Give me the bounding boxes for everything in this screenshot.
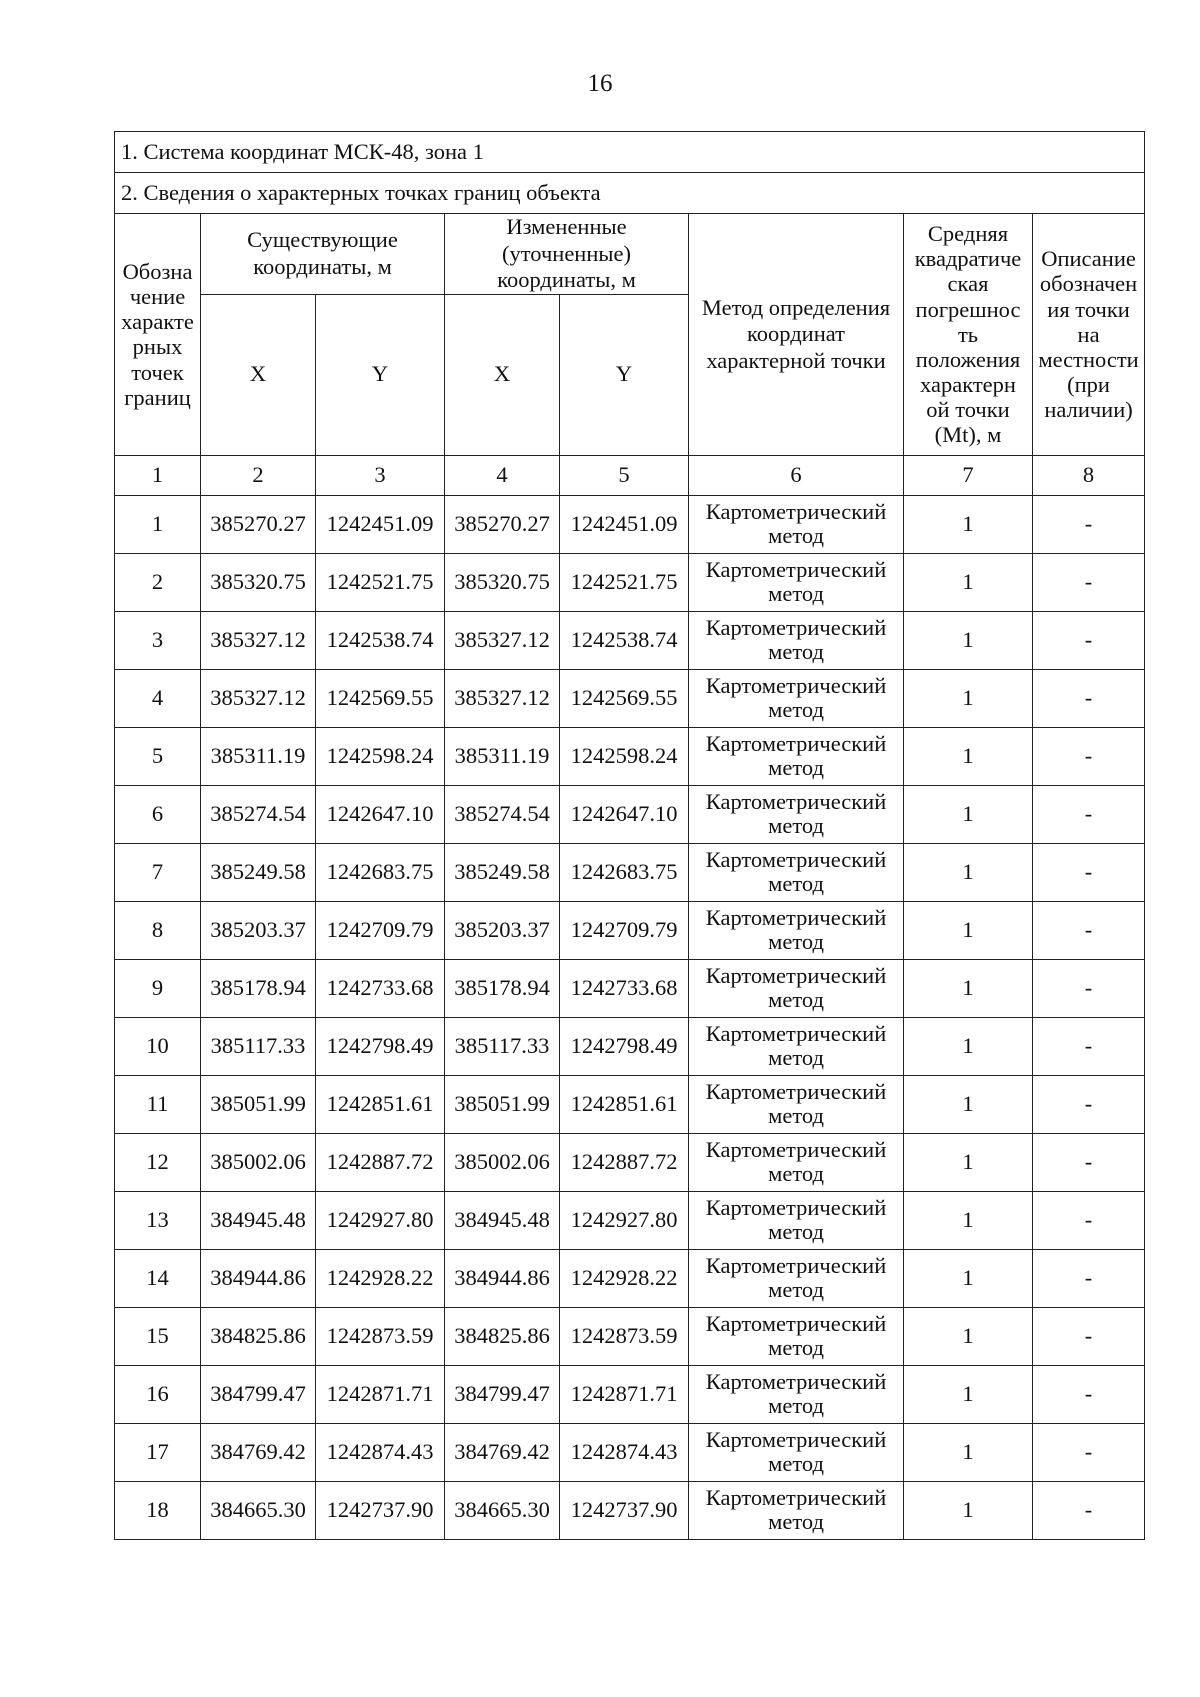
existing-y-value: 1242851.61 (316, 1075, 445, 1133)
changed-x-value: 384799.47 (445, 1365, 560, 1423)
header-method: Метод определения координат характерной точки (689, 214, 904, 456)
changed-y-value: 1242871.71 (560, 1365, 689, 1423)
mean-square-error-value: 1 (904, 901, 1033, 959)
description-value: - (1033, 1017, 1145, 1075)
changed-y-value: 1242647.10 (560, 785, 689, 843)
changed-x-value: 385311.19 (445, 727, 560, 785)
existing-x-value: 385002.06 (201, 1133, 316, 1191)
point-number: 8 (115, 901, 201, 959)
description-value: - (1033, 1075, 1145, 1133)
method-line-2: метод (768, 1161, 824, 1187)
method-line-1: Картометрический (705, 1310, 887, 1336)
changed-x-value: 385270.27 (445, 495, 560, 553)
coordinate-system-line: 1. Система координат МСК-48, зона 1 (115, 132, 1145, 173)
existing-y-value: 1242927.80 (316, 1191, 445, 1249)
point-number: 5 (115, 727, 201, 785)
method-line-2: метод (768, 1045, 824, 1071)
method-value (689, 1017, 904, 1075)
method-line-1: Картометрический (705, 1252, 887, 1278)
table-row (115, 901, 1145, 959)
existing-x-value: 385270.27 (201, 495, 316, 553)
table-row (115, 1017, 1145, 1075)
table-row (115, 1365, 1145, 1423)
column-number: 8 (1033, 455, 1145, 495)
point-number: 17 (115, 1423, 201, 1481)
changed-x-value: 385051.99 (445, 1075, 560, 1133)
table-row (115, 611, 1145, 669)
changed-x-value: 385117.33 (445, 1017, 560, 1075)
column-number: 6 (689, 455, 904, 495)
method-line-1: Картометрический (705, 788, 887, 814)
existing-y-value: 1242874.43 (316, 1423, 445, 1481)
existing-y-value: 1242928.22 (316, 1249, 445, 1307)
method-value (689, 553, 904, 611)
method-line-2: метод (768, 1451, 824, 1477)
existing-y-value: 1242873.59 (316, 1307, 445, 1365)
method-line-1: Картометрический (705, 1136, 887, 1162)
method-value (689, 1481, 904, 1539)
mean-square-error-value: 1 (904, 785, 1033, 843)
table-row (115, 1423, 1145, 1481)
changed-y-value: 1242733.68 (560, 959, 689, 1017)
table-row (115, 1307, 1145, 1365)
mean-square-error-value: 1 (904, 1017, 1033, 1075)
method-line-1: Картометрический (705, 846, 887, 872)
method-value (689, 727, 904, 785)
method-line-1: Картометрический (705, 1020, 887, 1046)
method-line-2: метод (768, 523, 824, 549)
table-row (115, 1075, 1145, 1133)
method-line-1: Картометрический (705, 962, 887, 988)
method-value (689, 1075, 904, 1133)
changed-x-value: 385327.12 (445, 611, 560, 669)
point-number: 14 (115, 1249, 201, 1307)
method-line-1: Картометрический (705, 498, 887, 524)
point-number: 13 (115, 1191, 201, 1249)
changed-x-value: 384945.48 (445, 1191, 560, 1249)
description-value: - (1033, 1191, 1145, 1249)
changed-x-value: 384944.86 (445, 1249, 560, 1307)
table-row (115, 727, 1145, 785)
method-line-2: метод (768, 639, 824, 665)
header-description: Описание обозначен ия точки на местности (при наличии) (1033, 214, 1145, 456)
changed-y-value: 1242683.75 (560, 843, 689, 901)
method-line-1: Картометрический (705, 614, 887, 640)
existing-x-value: 385320.75 (201, 553, 316, 611)
table-row (115, 843, 1145, 901)
header-changed-coordinates: Измененные (уточненные) координаты, м (445, 214, 689, 295)
existing-x-value: 384799.47 (201, 1365, 316, 1423)
existing-y-value: 1242451.09 (316, 495, 445, 553)
page-number: 16 (587, 70, 613, 97)
description-value: - (1033, 1133, 1145, 1191)
mean-square-error-value: 1 (904, 495, 1033, 553)
mean-square-error-value: 1 (904, 1075, 1033, 1133)
method-line-1: Картометрический (705, 1484, 887, 1510)
existing-x-value: 385274.54 (201, 785, 316, 843)
mean-square-error-value: 1 (904, 1249, 1033, 1307)
table-row (115, 1249, 1145, 1307)
method-line-1: Картометрический (705, 1426, 887, 1452)
existing-x-value: 385327.12 (201, 611, 316, 669)
mean-square-error-value: 1 (904, 1307, 1033, 1365)
changed-x-value: 384769.42 (445, 1423, 560, 1481)
changed-y-value: 1242887.72 (560, 1133, 689, 1191)
method-value (689, 1133, 904, 1191)
table-row (115, 669, 1145, 727)
method-value (689, 785, 904, 843)
table-row (115, 553, 1145, 611)
method-line-2: метод (768, 581, 824, 607)
mean-square-error-value: 1 (904, 611, 1033, 669)
existing-y-value: 1242887.72 (316, 1133, 445, 1191)
mean-square-error-value: 1 (904, 669, 1033, 727)
method-line-2: метод (768, 1277, 824, 1303)
changed-x-value: 384825.86 (445, 1307, 560, 1365)
changed-x-value: 385178.94 (445, 959, 560, 1017)
changed-x-value: 385274.54 (445, 785, 560, 843)
existing-x-value: 384825.86 (201, 1307, 316, 1365)
method-line-1: Картометрический (705, 1078, 887, 1104)
mean-square-error-value: 1 (904, 1365, 1033, 1423)
description-value: - (1033, 959, 1145, 1017)
header-mean-square-error: Средняя квадратиче ская погрешнос ть положения характерн ой точки (Mt), м (904, 214, 1033, 456)
method-line-2: метод (768, 987, 824, 1013)
mean-square-error-value: 1 (904, 1481, 1033, 1539)
existing-x-value: 384944.86 (201, 1249, 316, 1307)
method-value (689, 611, 904, 669)
table-row (115, 1191, 1145, 1249)
changed-y-value: 1242927.80 (560, 1191, 689, 1249)
existing-y-value: 1242647.10 (316, 785, 445, 843)
changed-y-value: 1242538.74 (560, 611, 689, 669)
method-line-2: метод (768, 1219, 824, 1245)
method-value (689, 1307, 904, 1365)
method-line-1: Картометрический (705, 730, 887, 756)
header-existing-y: Y (316, 294, 445, 455)
method-line-2: метод (768, 1103, 824, 1129)
description-value: - (1033, 1249, 1145, 1307)
boundary-points-table (114, 131, 1145, 1540)
changed-y-value: 1242709.79 (560, 901, 689, 959)
method-value (689, 1423, 904, 1481)
existing-x-value: 385249.58 (201, 843, 316, 901)
existing-x-value: 385327.12 (201, 669, 316, 727)
changed-y-value: 1242598.24 (560, 727, 689, 785)
existing-x-value: 385117.33 (201, 1017, 316, 1075)
method-line-1: Картометрический (705, 1194, 887, 1220)
method-value (689, 1365, 904, 1423)
existing-y-value: 1242871.71 (316, 1365, 445, 1423)
section-title: 2. Сведения о характерных точках границ объекта (115, 173, 1145, 214)
description-value: - (1033, 727, 1145, 785)
column-number: 5 (560, 455, 689, 495)
point-number: 15 (115, 1307, 201, 1365)
method-value (689, 901, 904, 959)
method-line-2: метод (768, 871, 824, 897)
column-number: 2 (201, 455, 316, 495)
table-row (115, 785, 1145, 843)
method-value (689, 843, 904, 901)
description-value: - (1033, 1307, 1145, 1365)
existing-y-value: 1242798.49 (316, 1017, 445, 1075)
point-number: 16 (115, 1365, 201, 1423)
existing-x-value: 384945.48 (201, 1191, 316, 1249)
point-number: 3 (115, 611, 201, 669)
existing-y-value: 1242569.55 (316, 669, 445, 727)
changed-x-value: 384665.30 (445, 1481, 560, 1539)
changed-y-value: 1242521.75 (560, 553, 689, 611)
point-number: 9 (115, 959, 201, 1017)
description-value: - (1033, 901, 1145, 959)
point-number: 11 (115, 1075, 201, 1133)
description-value: - (1033, 611, 1145, 669)
point-number: 2 (115, 553, 201, 611)
column-number: 3 (316, 455, 445, 495)
description-value: - (1033, 495, 1145, 553)
mean-square-error-value: 1 (904, 727, 1033, 785)
table-row (115, 1481, 1145, 1539)
changed-y-value: 1242928.22 (560, 1249, 689, 1307)
existing-y-value: 1242733.68 (316, 959, 445, 1017)
changed-x-value: 385002.06 (445, 1133, 560, 1191)
header-changed-x: X (445, 294, 560, 455)
point-number: 6 (115, 785, 201, 843)
method-line-2: метод (768, 1335, 824, 1361)
mean-square-error-value: 1 (904, 959, 1033, 1017)
description-value: - (1033, 843, 1145, 901)
method-line-1: Картометрический (705, 904, 887, 930)
changed-x-value: 385320.75 (445, 553, 560, 611)
mean-square-error-value: 1 (904, 843, 1033, 901)
method-line-2: метод (768, 1393, 824, 1419)
existing-y-value: 1242521.75 (316, 553, 445, 611)
method-value (689, 959, 904, 1017)
point-number: 7 (115, 843, 201, 901)
point-number: 4 (115, 669, 201, 727)
existing-y-value: 1242737.90 (316, 1481, 445, 1539)
table-row (115, 495, 1145, 553)
mean-square-error-value: 1 (904, 553, 1033, 611)
existing-y-value: 1242538.74 (316, 611, 445, 669)
header-existing-coordinates: Существующие координаты, м (201, 214, 445, 295)
method-line-1: Картометрический (705, 672, 887, 698)
method-value (689, 1249, 904, 1307)
point-number: 10 (115, 1017, 201, 1075)
existing-x-value: 385178.94 (201, 959, 316, 1017)
existing-y-value: 1242709.79 (316, 901, 445, 959)
existing-x-value: 384665.30 (201, 1481, 316, 1539)
existing-x-value: 385051.99 (201, 1075, 316, 1133)
description-value: - (1033, 1365, 1145, 1423)
changed-y-value: 1242851.61 (560, 1075, 689, 1133)
method-line-1: Картометрический (705, 1368, 887, 1394)
existing-y-value: 1242598.24 (316, 727, 445, 785)
changed-y-value: 1242451.09 (560, 495, 689, 553)
changed-x-value: 385203.37 (445, 901, 560, 959)
existing-x-value: 385311.19 (201, 727, 316, 785)
column-number: 7 (904, 455, 1033, 495)
method-value (689, 669, 904, 727)
description-value: - (1033, 1423, 1145, 1481)
column-number: 1 (115, 455, 201, 495)
changed-y-value: 1242873.59 (560, 1307, 689, 1365)
mean-square-error-value: 1 (904, 1133, 1033, 1191)
changed-y-value: 1242798.49 (560, 1017, 689, 1075)
existing-y-value: 1242683.75 (316, 843, 445, 901)
mean-square-error-value: 1 (904, 1191, 1033, 1249)
method-line-1: Картометрический (705, 556, 887, 582)
header-changed-y: Y (560, 294, 689, 455)
description-value: - (1033, 669, 1145, 727)
existing-x-value: 384769.42 (201, 1423, 316, 1481)
method-value (689, 495, 904, 553)
changed-y-value: 1242569.55 (560, 669, 689, 727)
changed-y-value: 1242737.90 (560, 1481, 689, 1539)
description-value: - (1033, 553, 1145, 611)
point-number: 12 (115, 1133, 201, 1191)
method-value (689, 1191, 904, 1249)
changed-x-value: 385327.12 (445, 669, 560, 727)
method-line-2: метод (768, 929, 824, 955)
header-existing-x: X (201, 294, 316, 455)
description-value: - (1033, 785, 1145, 843)
table-row (115, 959, 1145, 1017)
method-line-2: метод (768, 813, 824, 839)
changed-x-value: 385249.58 (445, 843, 560, 901)
method-line-2: метод (768, 1509, 824, 1535)
description-value: - (1033, 1481, 1145, 1539)
table-row (115, 1133, 1145, 1191)
method-line-2: метод (768, 755, 824, 781)
header-point-designation: Обозна чение характе рных точек границ (115, 214, 201, 456)
method-line-2: метод (768, 697, 824, 723)
changed-y-value: 1242874.43 (560, 1423, 689, 1481)
column-number: 4 (445, 455, 560, 495)
mean-square-error-value: 1 (904, 1423, 1033, 1481)
existing-x-value: 385203.37 (201, 901, 316, 959)
point-number: 1 (115, 495, 201, 553)
point-number: 18 (115, 1481, 201, 1539)
